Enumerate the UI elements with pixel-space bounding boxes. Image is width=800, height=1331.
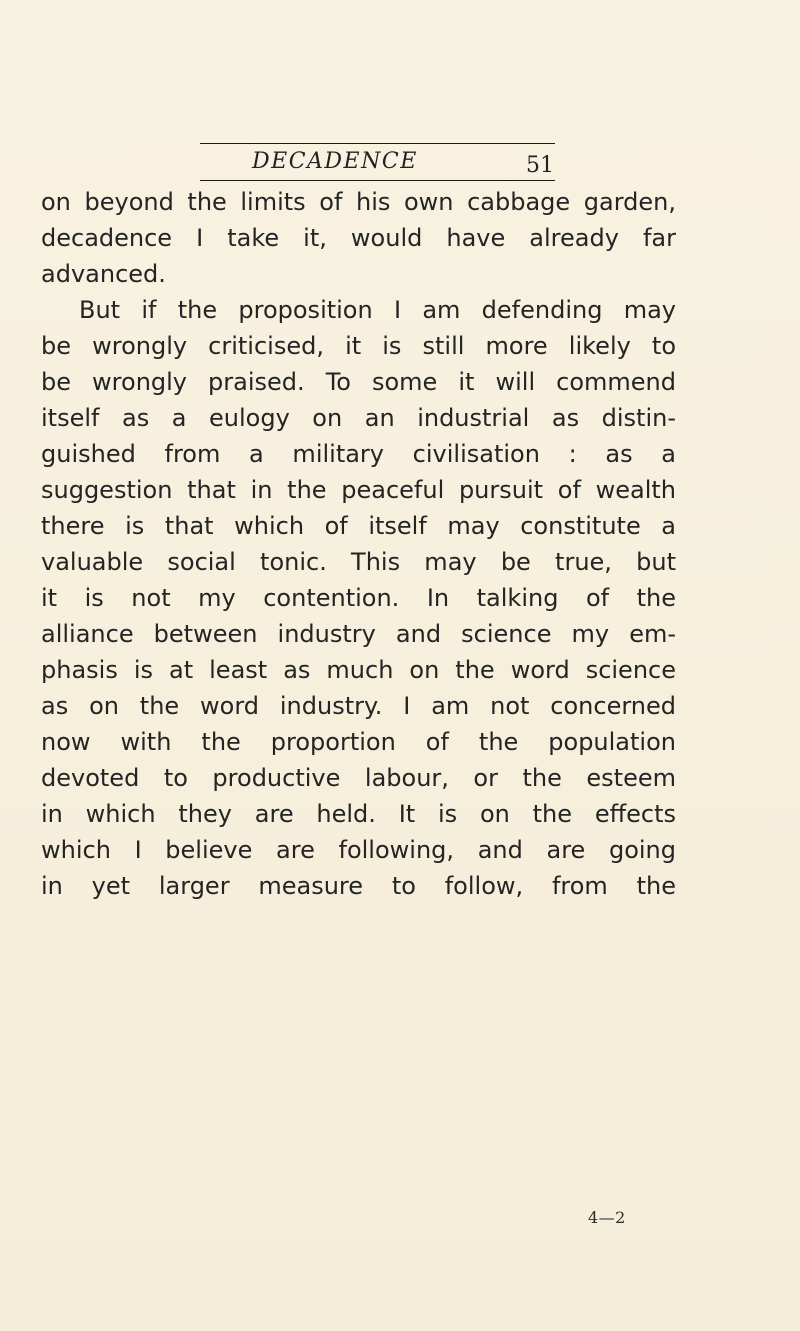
text-line: now with the proportion of the population: [41, 728, 676, 756]
text-line: valuable social tonic. This may be true, but: [41, 548, 676, 576]
header-top-rule: [200, 143, 555, 144]
text-line: advanced.: [41, 260, 166, 288]
text-line: on beyond the limits of his own cabbage garden,: [41, 188, 676, 216]
text-line: itself as a eulogy on an industrial as distin-: [41, 404, 676, 432]
text-line: decadence I take it, would have already far: [41, 224, 676, 252]
text-line: But if the proposition I am defending may: [79, 296, 676, 324]
signature-mark: 4—2: [588, 1208, 626, 1227]
text-line: in which they are held. It is on the effects: [41, 800, 676, 828]
text-line: alliance between industry and science my em-: [41, 620, 676, 648]
text-line: be wrongly praised. To some it will commend: [41, 368, 676, 396]
body-text: [41, 184, 676, 904]
text-line: be wrongly criticised, it is still more likely to: [41, 332, 676, 360]
text-line: it is not my contention. In talking of the: [41, 584, 676, 612]
text-line: phasis is at least as much on the word science: [41, 656, 676, 684]
text-line: guished from a military civilisation : as a: [41, 440, 676, 468]
text-line: in yet larger measure to follow, from the: [41, 872, 676, 900]
running-head: [200, 149, 555, 179]
page-number: 51: [526, 153, 554, 178]
text-line: devoted to productive labour, or the esteem: [41, 764, 676, 792]
text-line: suggestion that in the peaceful pursuit of wealth: [41, 476, 676, 504]
header-bottom-rule: [200, 180, 555, 181]
text-line: which I believe are following, and are going: [41, 836, 676, 864]
running-title: DECADENCE: [252, 149, 418, 174]
text-line: there is that which of itself may constitute a: [41, 512, 676, 540]
text-line: as on the word industry. I am not concerned: [41, 692, 676, 720]
